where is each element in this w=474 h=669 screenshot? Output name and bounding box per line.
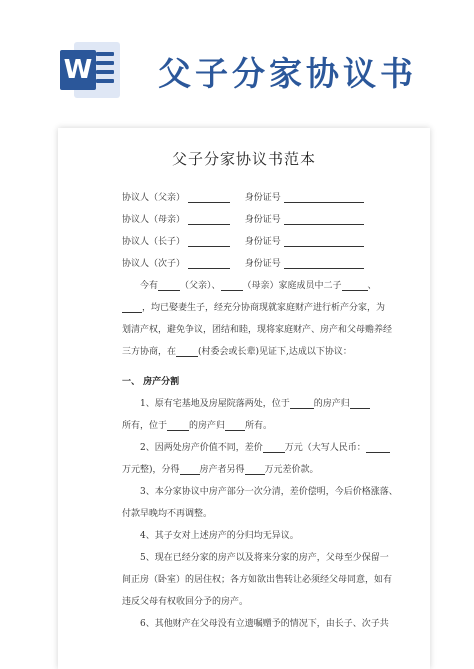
logo-letter: W [60, 50, 96, 90]
blank [263, 442, 285, 453]
name-blank [188, 258, 230, 269]
text: 今有 [140, 281, 159, 291]
blank [366, 442, 390, 453]
id-blank [284, 214, 364, 225]
item-3-line-2: 付款早晚均不再调整。 [122, 509, 213, 519]
id-label: 身份证号 [244, 259, 281, 269]
signatory-row [122, 234, 364, 248]
blank [221, 280, 243, 291]
text: 三方协商，在 [122, 347, 177, 357]
blank [245, 464, 265, 475]
item-6-line-1: 6、其他财产在父母没有立遗嘱赠予的情况下，由长子、次子共 [140, 619, 389, 629]
text: 万元差价款。 [264, 465, 319, 475]
text: （父亲）、 [180, 281, 221, 291]
blank [225, 420, 245, 431]
id-blank [284, 192, 364, 203]
blank [158, 280, 180, 291]
signatory-role: 协议人（长子） [122, 237, 186, 247]
blank [290, 398, 314, 409]
document-page [58, 128, 430, 669]
blank [122, 302, 142, 313]
item-4: 4、其子女对上述房产的分归均无异议。 [140, 531, 299, 541]
id-blank [284, 258, 364, 269]
id-label: 身份证号 [244, 237, 281, 247]
id-blank [284, 236, 364, 247]
text: 所有，位于 [122, 421, 168, 431]
text: 万元（大写人民币： [284, 443, 366, 453]
id-label: 身份证号 [244, 215, 281, 225]
text: 2、因两处房产价值不同，差价 [140, 443, 263, 453]
text: ，均已娶妻生子，经充分协商现就家庭财产进行析产分家，为 [142, 303, 386, 313]
section-heading: 一、 房产分割 [122, 377, 180, 387]
text: 万元整)，分得 [122, 465, 180, 475]
text: (村委会或长辈)见证下,达成以下协议： [198, 347, 352, 357]
item-3-line-1: 3、本分家协议中房产部分一次分清，差价偿明，今后价格涨落、 [140, 487, 398, 497]
text: 、 [367, 281, 377, 291]
word-document-icon [60, 40, 122, 100]
blank [167, 420, 189, 431]
signatory-role: 协议人（次子） [122, 259, 186, 269]
blank [342, 280, 368, 291]
name-blank [188, 214, 230, 225]
text: 的房产归 [313, 399, 350, 409]
blank [180, 464, 200, 475]
item-2-line-1 [140, 440, 390, 453]
document-title: 父子分家协议书范本 [171, 150, 316, 168]
item-5-line-2: 间正房（卧室）的居住权；各方如欲出售转让必须经父母同意，如有 [122, 575, 393, 585]
item-1-line-2 [122, 418, 272, 431]
blank [350, 398, 370, 409]
intro-line-3: 划清产权，避免争议，团结和睦，现将家庭财产、房产和父母赡养经 [122, 325, 393, 335]
signatory-row [122, 256, 364, 270]
name-blank [188, 236, 230, 247]
text: 所有。 [245, 421, 273, 431]
name-blank [188, 192, 230, 203]
banner-title: 父子分家协议书 [158, 54, 417, 93]
text: 的房产归 [189, 421, 226, 431]
item-1-line-1 [140, 396, 370, 409]
signatory-row [122, 212, 364, 226]
intro-line-4 [122, 344, 352, 357]
blank [176, 346, 198, 357]
item-5-line-1: 5、现在已经分家的房产以及将来分家的房产，父母至少保留一 [140, 553, 389, 563]
item-2-line-2 [122, 462, 319, 475]
id-label: 身份证号 [244, 193, 281, 203]
item-5-line-3: 违反父母有权收回分予的房产。 [122, 597, 249, 607]
text: （母亲）家庭成员中二子 [242, 281, 342, 291]
intro-line-1 [140, 278, 377, 291]
text: 1、原有宅基地及房屋院落两处，位于 [140, 399, 290, 409]
signatory-row [122, 190, 364, 204]
header-banner [0, 0, 474, 128]
text: 房产者另得 [199, 465, 245, 475]
signatory-role: 协议人（父亲） [122, 193, 186, 203]
intro-line-2 [122, 300, 385, 313]
signatory-role: 协议人（母亲） [122, 215, 186, 225]
